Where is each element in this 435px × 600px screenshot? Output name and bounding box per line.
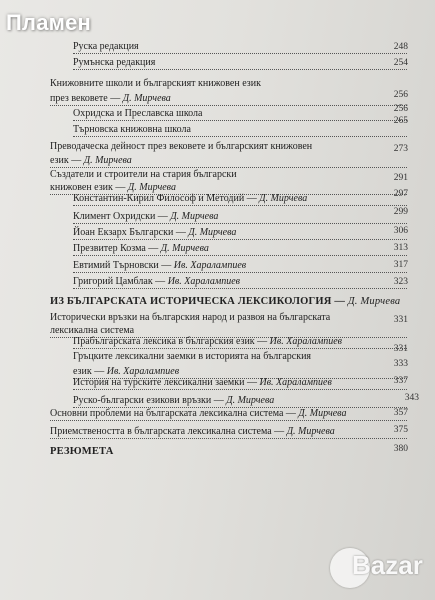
toc-entry-continuation: книжовен език — Д. Мирчева xyxy=(50,182,176,193)
toc-entry-grigoriy: Григорий Цамблак — Ив. Харалампиев xyxy=(73,276,241,287)
toc-page-number: 299 xyxy=(393,207,408,217)
logo-text: Bazar xyxy=(352,550,423,580)
toc-page-number: 357 xyxy=(393,408,408,418)
toc-author: Д. Мирчева xyxy=(160,243,209,254)
toc-author: Д. Мирчева xyxy=(188,227,237,238)
toc-page-number: 343 xyxy=(404,393,419,403)
toc-entry-continuation: лексикална система xyxy=(50,325,135,336)
toc-leader xyxy=(73,205,407,206)
toc-entry-prabalgarskata: Прабългарската лексика в българския език — Ив. Харалампиев xyxy=(73,336,342,347)
toc-leader xyxy=(73,255,407,256)
toc-entry-konstantin: Константин-Кирил Философ и Методий — Д. Мирчева xyxy=(73,193,308,204)
toc-entry-continuation: през вековете — Д. Мирчева xyxy=(50,93,171,104)
toc-section-heading: ИЗ БЪЛГАРСКАТА ИСТОРИЧЕСКА ЛЕКСИКОЛОГИЯ — Д. Мирчева xyxy=(50,296,401,307)
toc-entry-ruska: Руска редакция xyxy=(73,41,139,52)
toc-author: Д. Мирчева xyxy=(122,93,171,104)
toc-page-number: 323 xyxy=(393,277,408,287)
toc-page-number: 375 xyxy=(393,425,408,435)
toc-page-number: 248 xyxy=(393,42,408,52)
toc-page-number: 380 xyxy=(393,444,408,454)
toc-page-number: 297 xyxy=(393,189,408,199)
toc-entry-priemstvenostta: Приемствеността в българската лексикална система — Д. Мирчева xyxy=(50,426,335,437)
toc-leader xyxy=(73,69,407,70)
toc-page-number: 313 xyxy=(393,243,408,253)
toc-leader xyxy=(73,288,407,289)
toc-page-number: 254 xyxy=(393,58,408,68)
toc-page-number: 337 xyxy=(393,376,408,386)
toc-entry-kliment: Климент Охридски — Д. Мирчева xyxy=(73,211,219,222)
toc-leader xyxy=(73,53,407,54)
toc-entry-knizhovni-shkoli: Книжовните школи и българският книжовен език xyxy=(50,78,261,89)
toc-leader xyxy=(73,389,407,390)
toc-leader xyxy=(50,167,407,168)
toc-author: Д. Мирчева xyxy=(286,426,335,437)
toc-leader xyxy=(73,348,407,349)
toc-page-number: 306 xyxy=(393,226,408,236)
toc-author: Д. Мирчева xyxy=(347,296,401,307)
toc-entry-kozma: Презвитер Козма — Д. Мирчева xyxy=(73,243,209,254)
toc-author: Д. Мирчева xyxy=(226,395,275,406)
toc-author: Д. Мирчева xyxy=(83,155,132,166)
toc-leader xyxy=(73,239,407,240)
toc-page-number: 273 xyxy=(393,144,408,154)
toc-entry-ohridska: Охридска и Преславска школа xyxy=(73,108,203,119)
toc-author: Ив. Харалампиев xyxy=(173,260,247,271)
toc-entry-prevodacheska: Преводаческа дейност през вековете и българският книжовен xyxy=(50,141,313,152)
toc-leader xyxy=(50,420,407,421)
toc-author: Ив. Харалампиев xyxy=(106,366,180,377)
toc-page-number: 256 xyxy=(393,104,408,114)
toc-entry-continuation: език — Д. Мирчева xyxy=(50,155,132,166)
toc-author: Д. Мирчева xyxy=(127,182,176,193)
toc-page-number: 317 xyxy=(393,260,408,270)
toc-page-number: 256 xyxy=(393,90,408,100)
toc-page-number: 291 xyxy=(393,173,408,183)
toc-page-number: 331 xyxy=(393,344,408,354)
toc-leader xyxy=(73,272,407,273)
toc-leader xyxy=(73,136,407,137)
seller-watermark: Пламен xyxy=(6,10,92,35)
toc-entry-osnovni: Основни проблеми на българската лексикална система — Д. Мирчева xyxy=(50,408,347,419)
toc-entry-yoan: Йоан Екзарх Български — Д. Мирчева xyxy=(73,227,237,238)
toc-entry-sazdateli: Създатели и строители на стария български xyxy=(50,169,237,180)
marketplace-logo xyxy=(330,548,430,596)
toc-leader xyxy=(50,438,407,439)
toc-entry-istoricheski-vrazki: Исторически връзки на българския народ и развоя на българската xyxy=(50,312,331,323)
toc-entry-continuation: език — Ив. Харалампиев xyxy=(73,366,180,377)
toc-author: Д. Мирчева xyxy=(259,193,308,204)
toc-leader xyxy=(50,105,407,106)
toc-author: Ив. Харалампиев xyxy=(269,336,342,347)
toc-entry-rusko: Руско-български езикови връзки — Д. Мирчева xyxy=(73,395,275,406)
toc-leader xyxy=(73,223,407,224)
toc-entry-gratskite: Гръцките лексикални заемки в историята на българския xyxy=(73,351,312,362)
toc-author: Д. Мирчева xyxy=(298,408,347,419)
toc-page-number: 331 xyxy=(393,315,408,325)
toc-entry-rumanska: Румънска редакция xyxy=(73,57,156,68)
toc-author: Ив. Харалампиев xyxy=(259,377,332,388)
toc-entry-evtimiy: Евтимий Търновски — Ив. Харалампиев xyxy=(73,260,247,271)
toc-entry-rezyumeta: РЕЗЮМЕТА xyxy=(50,446,114,457)
toc-leader xyxy=(73,120,407,121)
toc-entry-tarnovska: Търновска книжовна школа xyxy=(73,124,191,135)
toc-author: Ив. Харалампиев xyxy=(167,276,241,287)
toc-author: Д. Мирчева xyxy=(170,211,219,222)
toc-page-number: 265 xyxy=(393,116,408,126)
toc-page-number: 333 xyxy=(393,359,408,369)
toc-entry-turskite: История на турските лексикални заемки — Ив. Харалампиев xyxy=(73,377,332,388)
